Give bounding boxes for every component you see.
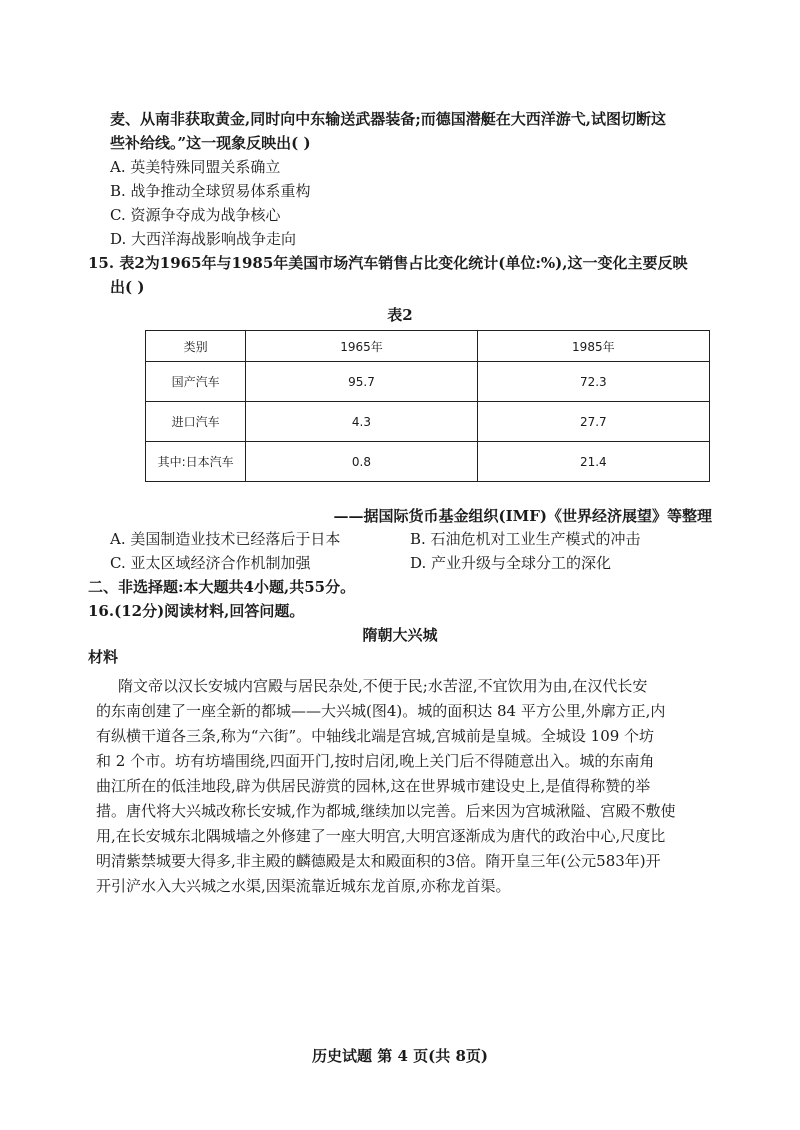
table-cell: 21.4 [477,442,709,482]
material-line: 曲江所在的低洼地段,辟为供居民游赏的园林,这在世界城市建设史上,是值得称赞的举 [96,777,651,795]
material-line: 措。唐代将大兴城改称长安城,作为都城,继续加以完善。后来因为宫城湫隘、宫殿不敷使 [96,802,676,820]
page-footer: 历史试题 第 4 页(共 8页) [312,1047,488,1065]
q15-option-b: B. 石油危机对工业生产模式的冲击 [410,530,641,548]
table-caption: 表2 [387,306,413,324]
material-line: 用,在长安城东北隅城墙之外修建了一座大明宫,大明宫逐渐成为唐代的政治中心,尺度比 [96,827,666,845]
table-cell: 其中:日本汽车 [146,442,246,482]
table-cell: 0.8 [246,442,477,482]
q15-option-c: C. 亚太区域经济合作机制加强 [110,554,311,572]
material-line: 明清紫禁城要大得多,非主殿的麟德殿是太和殿面积的3倍。隋开皇三年(公元583年)开 [96,852,661,870]
q14-option-d: D. 大西洋海战影响战争走向 [110,230,297,248]
table-row [146,402,710,442]
table-cell: 4.3 [246,402,477,442]
q15-option-d: D. 产业升级与全球分工的深化 [410,554,612,572]
table-row [146,442,710,482]
q15-line-2: 出( ) [110,278,145,296]
table-header-cell: 类别 [146,331,246,362]
q14-line-1: 麦、从南非获取黄金,同时向中东输送武器装备;而德国潜艇在大西洋游弋,试图切断这 [110,110,666,128]
material-line: 隋文帝以汉长安城内宫殿与居民杂处,不便于民;水苦涩,不宜饮用为由,在汉代长安 [118,677,648,695]
table-header-cell: 1985年 [477,331,709,362]
material-line: 和 2 个市。坊有坊墙围绕,四面开门,按时启闭,晚上关门后不得随意出入。城的东南角 [96,752,655,770]
data-table [145,330,710,482]
table-row [146,362,710,402]
table-header-cell: 1965年 [246,331,477,362]
material-line: 有纵横干道各三条,称为“六街”。中轴线北端是宫城,宫城前是皇城。全城设 109 个坊 [96,727,655,745]
table-cell: 72.3 [477,362,709,402]
material-label: 材料 [88,648,119,666]
table-cell: 27.7 [477,402,709,442]
q14-option-c: C. 资源争夺成为战争核心 [110,206,281,224]
material-title: 隋朝大兴城 [362,626,438,644]
table-cell: 进口汽车 [146,402,246,442]
material-line: 开引浐水入大兴城之水渠,因渠流靠近城东龙首原,亦称龙首渠。 [96,877,511,895]
table-cell: 95.7 [246,362,477,402]
section-heading: 二、非选择题:本大题共4小题,共55分。 [88,578,356,596]
material-line: 的东南创建了一座全新的都城——大兴城(图4)。城的面积达 84 平方公里,外廓方正,内 [96,702,666,720]
table-cell: 国产汽车 [146,362,246,402]
q15-line-1: 15. 表2为1965年与1985年美国市场汽车销售占比变化统计(单位:%),这一变化主要反映 [88,254,688,272]
q15-option-a: A. 美国制造业技术已经落后于日本 [110,530,341,548]
q16-intro: 16.(12分)阅读材料,回答问题。 [88,602,305,620]
table-header-row [146,331,710,362]
q14-line-2: 些补给线。”这一现象反映出( ) [110,134,311,152]
q14-option-a: A. 英美特殊同盟关系确立 [110,158,281,176]
q14-option-b: B. 战争推动全球贸易体系重构 [110,182,311,200]
table-source: ——据国际货币基金组织(IMF)《世界经济展望》等整理 [333,507,712,525]
